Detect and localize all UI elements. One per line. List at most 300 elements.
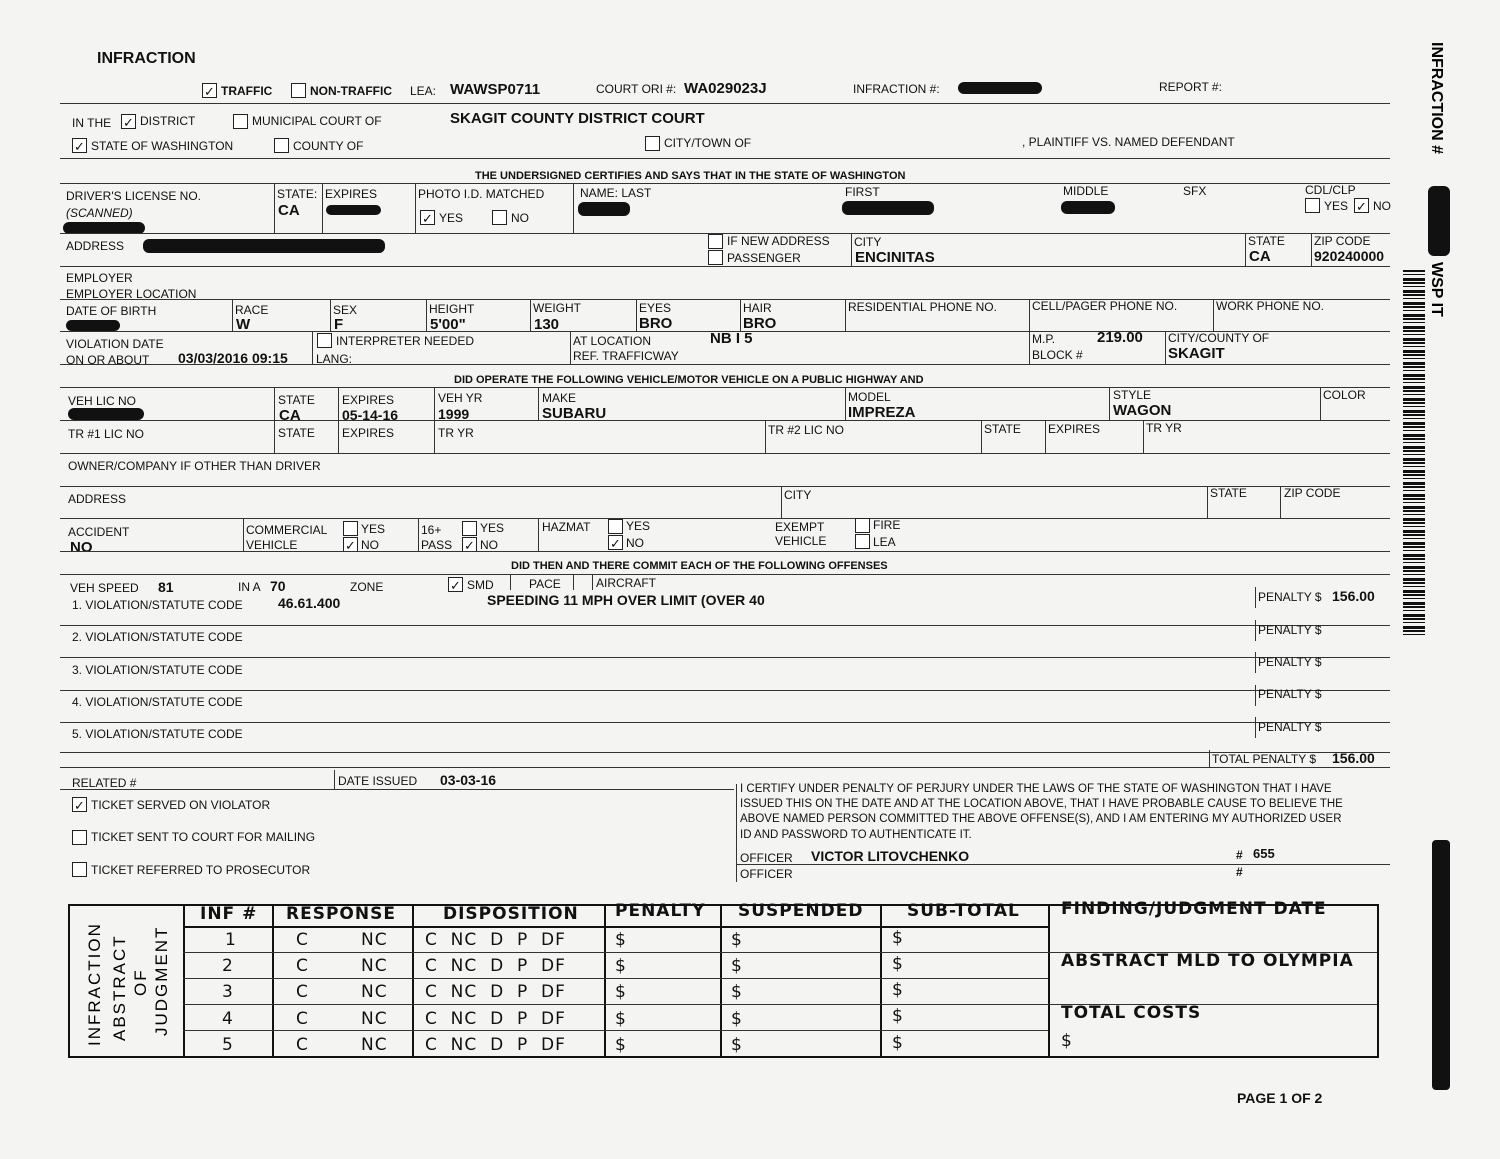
finding-judgment-date: FINDING/JUDGMENT DATE	[1061, 899, 1327, 919]
divider	[60, 453, 1390, 454]
tr2-year-label: TR YR	[1146, 421, 1182, 435]
side-redacted-number	[1428, 186, 1450, 256]
lang-label: LANG:	[316, 352, 353, 366]
divider	[740, 299, 741, 331]
officer-number: 655	[1253, 846, 1275, 861]
penalty-4-label: PENALTY $	[1258, 687, 1322, 701]
hair-label: HAIR	[743, 301, 772, 315]
abstract-row-1-c[interactable]: C	[296, 930, 309, 950]
nontraffic-checkbox[interactable]	[291, 83, 306, 98]
tr2-state-label: STATE	[984, 422, 1021, 436]
redacted-middle-name	[1061, 201, 1115, 214]
zone-label: ZONE	[350, 580, 384, 594]
commercial-no-label: NO	[361, 538, 379, 552]
zip-value: 920240000	[1314, 248, 1385, 264]
officer-label-2: OFFICER	[740, 867, 793, 881]
county-of-label: COUNTY OF	[293, 139, 364, 153]
total-costs-label: TOTAL COSTS	[1061, 1003, 1202, 1023]
divider	[781, 486, 782, 518]
divider	[60, 486, 1390, 487]
in-a-label: IN A	[238, 580, 261, 594]
served-checkbox[interactable]: ✓	[72, 797, 87, 812]
abstract-side-label	[73, 908, 185, 1054]
redacted-infraction-number	[958, 82, 1042, 94]
divider	[60, 657, 1390, 658]
violation-4-label: 4. VIOLATION/STATUTE CODE	[72, 695, 243, 709]
new-address-checkbox[interactable]	[708, 234, 723, 249]
plaintiff-label: , PLAINTIFF VS. NAMED DEFENDANT	[1022, 135, 1235, 149]
divider	[845, 299, 846, 331]
side-infraction-label	[1428, 38, 1452, 338]
commercial-label: COMMERCIAL	[246, 523, 328, 537]
subtotal-header: SUB-TOTAL	[907, 901, 1020, 921]
abstract-row-3-suspended: $	[731, 982, 743, 1002]
total-penalty-label: TOTAL PENALTY $	[1212, 752, 1317, 766]
divider	[636, 299, 637, 331]
first-name-label: FIRST	[845, 185, 880, 199]
divider	[426, 299, 427, 331]
divider	[1245, 233, 1246, 266]
abstract-row-1-disposition[interactable]: C NC D P DF	[425, 930, 566, 950]
officer-number-label-2: #	[1236, 865, 1243, 879]
divider	[232, 299, 233, 331]
cdl-no-label: NO	[1373, 199, 1391, 213]
nontraffic-label: NON-TRAFFIC	[310, 84, 392, 98]
veh-state-label: STATE	[278, 393, 315, 407]
prosecutor-label: TICKET REFERRED TO PROSECUTOR	[91, 863, 311, 877]
city-label: CITY	[854, 235, 882, 249]
abstract-side-of: OF	[131, 968, 150, 996]
abstract-row-3-disposition[interactable]: C NC D P DF	[425, 982, 566, 1002]
mailing-label: TICKET SENT TO COURT FOR MAILING	[91, 830, 316, 844]
divider	[60, 789, 734, 790]
mp-label: M.P.	[1032, 332, 1056, 346]
total-costs-dollar: $	[1061, 1031, 1073, 1051]
divider	[1255, 717, 1256, 738]
in-the-label: IN THE	[72, 116, 112, 130]
abstract-row-2-number: 2	[222, 956, 234, 976]
violation-1-description: SPEEDING 11 MPH OVER LIMIT (OVER 40	[487, 592, 765, 608]
hazmat-label: HAZMAT	[542, 520, 591, 534]
abstract-row-1-number: 1	[225, 930, 237, 950]
divider	[60, 551, 1390, 552]
certification-line-4: ID AND PASSWORD TO AUTHENTICATE IT.	[740, 829, 972, 841]
divider	[415, 183, 416, 233]
sex-value: F	[334, 316, 344, 333]
on-or-about-label: ON OR ABOUT	[66, 353, 150, 367]
report-number-label: REPORT #:	[1159, 80, 1222, 94]
lea-checkbox[interactable]	[855, 534, 870, 549]
city-county-label: CITY/COUNTY OF	[1168, 331, 1270, 345]
city-value: ENCINITAS	[855, 249, 935, 266]
date-issued-value: 03-03-16	[440, 772, 497, 788]
penalty-1-label: PENALTY $	[1258, 590, 1322, 604]
smd-checkbox[interactable]: ✓	[448, 577, 463, 592]
municipal-checkbox[interactable]	[233, 114, 248, 129]
certify-heading: THE UNDERSIGNED CERTIFIES AND SAYS THAT IN THE STATE OF WASHINGTON	[475, 170, 906, 182]
divider	[312, 331, 313, 364]
barcode	[1403, 270, 1425, 635]
interpreter-label: INTERPRETER NEEDED	[336, 334, 475, 348]
violation-3-label: 3. VIOLATION/STATUTE CODE	[72, 663, 243, 677]
divider	[183, 1030, 1048, 1031]
cdl-label: CDL/CLP	[1305, 183, 1356, 197]
address-state-label: STATE	[1248, 234, 1285, 248]
height-label: HEIGHT	[429, 302, 475, 316]
abstract-row-2-penalty: $	[615, 956, 627, 976]
municipal-label: MUNICIPAL COURT OF	[252, 114, 382, 128]
color-label: COLOR	[1323, 388, 1366, 402]
sfx-label: SFX	[1183, 184, 1207, 198]
abstract-row-2-subtotal: $	[892, 954, 904, 974]
photo-no-checkbox[interactable]	[492, 210, 507, 225]
date-issued-label: DATE ISSUED	[338, 774, 418, 788]
divider	[570, 331, 571, 364]
cdl-yes-checkbox[interactable]	[1305, 198, 1320, 213]
employer-label: EMPLOYER	[66, 271, 133, 285]
weight-label: WEIGHT	[533, 301, 581, 315]
abstract-row-1-suspended: $	[731, 930, 743, 950]
dl-state-label: STATE:	[277, 187, 318, 201]
race-value: W	[236, 316, 251, 333]
divider	[183, 926, 1048, 928]
divider	[1213, 299, 1214, 331]
divider	[1255, 587, 1256, 608]
dob-label: DATE OF BIRTH	[66, 304, 157, 318]
related-label: RELATED #	[72, 776, 137, 790]
photo-id-label: PHOTO I.D. MATCHED	[418, 187, 545, 201]
divider	[60, 158, 1390, 159]
divider	[1143, 420, 1144, 453]
dl-expires-label: EXPIRES	[325, 187, 378, 201]
divider	[573, 575, 574, 590]
employer-location-label: EMPLOYER LOCATION	[66, 287, 197, 301]
prosecutor-checkbox[interactable]	[72, 862, 87, 877]
smd-label: SMD	[467, 578, 494, 592]
fire-checkbox[interactable]	[855, 518, 870, 533]
abstract-row-5-suspended: $	[731, 1035, 743, 1055]
commercial-yes-checkbox[interactable]	[343, 521, 358, 536]
eyes-label: EYES	[639, 301, 672, 315]
violation-5-label: 5. VIOLATION/STATUTE CODE	[72, 727, 243, 741]
divider	[510, 575, 511, 590]
divider	[1207, 486, 1208, 518]
violation-2-label: 2. VIOLATION/STATUTE CODE	[72, 630, 243, 644]
work-phone-label: WORK PHONE NO.	[1216, 299, 1325, 313]
divider	[330, 299, 331, 331]
violation-1-label: 1. VIOLATION/STATUTE CODE	[72, 598, 243, 612]
divider	[322, 183, 323, 233]
tr1-expires-label: EXPIRES	[342, 426, 395, 440]
county-of-checkbox[interactable]	[274, 138, 289, 153]
redacted-dob	[66, 320, 120, 331]
abstract-row-4-penalty: $	[615, 1009, 627, 1029]
divider	[1255, 685, 1256, 706]
state-of-washington-label: STATE OF WASHINGTON	[91, 139, 234, 153]
divider	[1320, 387, 1321, 420]
officer-label: OFFICER	[740, 851, 793, 865]
weight-value: 130	[534, 316, 560, 333]
traffic-checkbox[interactable]: ✓	[202, 83, 217, 98]
divider	[736, 784, 737, 882]
divider	[243, 518, 244, 551]
scanned-label: (SCANNED)	[66, 206, 133, 220]
abstract-side-judgment: JUDGMENT	[152, 925, 171, 1036]
abstract-row-5-disposition[interactable]: C NC D P DF	[425, 1035, 566, 1055]
abstract-row-1-subtotal: $	[892, 928, 904, 948]
veh-state-value: CA	[279, 407, 301, 424]
abstract-row-3-penalty: $	[615, 982, 627, 1002]
block-label: BLOCK #	[1032, 348, 1083, 362]
abstract-row-1-nc[interactable]: NC	[361, 930, 388, 950]
disposition-header: DISPOSITION	[443, 904, 579, 924]
response-header: RESPONSE	[286, 904, 396, 924]
abstract-row-4-subtotal: $	[892, 1006, 904, 1026]
city-town-label: CITY/TOWN OF	[664, 136, 752, 150]
address-label: ADDRESS	[66, 239, 125, 253]
abstract-row-1-penalty: $	[615, 930, 627, 950]
divider	[60, 364, 1390, 365]
district-checkbox[interactable]: ✓	[121, 114, 136, 129]
mp-value: 219.00	[1097, 329, 1143, 346]
owner-zip-label: ZIP CODE	[1284, 486, 1341, 500]
divider	[845, 387, 846, 420]
abstract-mailed-label: ABSTRACT MLD TO OLYMPIA	[1061, 951, 1354, 971]
violation-date-value: 03/03/2016 09:15	[178, 350, 288, 366]
divider	[60, 518, 1390, 519]
exempt-vehicle-label: VEHICLE	[775, 534, 827, 548]
abstract-row-5-nc[interactable]: NC	[361, 1035, 388, 1055]
tr2-expires-label: EXPIRES	[1048, 422, 1101, 436]
abstract-row-3-c[interactable]: C	[296, 982, 309, 1002]
page-number: PAGE 1 OF 2	[1237, 1090, 1323, 1106]
violation-date-label: VIOLATION DATE	[66, 337, 164, 351]
accident-value: NO	[70, 539, 93, 556]
divider	[765, 420, 766, 453]
abstract-row-4-nc[interactable]: NC	[361, 1009, 388, 1029]
divider	[60, 233, 1390, 234]
race-label: RACE	[235, 303, 269, 317]
divider	[1311, 233, 1312, 266]
violation-1-code: 46.61.400	[278, 595, 341, 611]
side-infraction-text: INFRACTION #	[1428, 42, 1445, 154]
tr1-state-label: STATE	[278, 426, 315, 440]
redacted-dl-expires	[326, 205, 381, 215]
veh-lic-label: VEH LIC NO	[68, 394, 137, 408]
penalty-1-value: 156.00	[1332, 588, 1375, 604]
abstract-row-3-subtotal: $	[892, 980, 904, 1000]
city-county-value: SKAGIT	[1168, 345, 1225, 362]
divider	[736, 864, 1390, 865]
divider	[1045, 420, 1046, 453]
mailing-checkbox[interactable]	[72, 830, 87, 845]
divider	[60, 387, 1390, 388]
commercial-vehicle-label: VEHICLE	[246, 538, 298, 552]
infraction-number-label: INFRACTION #:	[853, 82, 940, 96]
divider	[1255, 652, 1256, 673]
tr2-lic-label: TR #2 LIC NO	[768, 423, 845, 437]
abstract-row-5-subtotal: $	[892, 1033, 904, 1053]
hazmat-no-label: NO	[626, 536, 644, 550]
abstract-side-infraction: INFRACTION	[85, 922, 104, 1046]
veh-expires-value: 05-14-16	[342, 407, 399, 423]
pace-label: PACE	[529, 577, 561, 591]
passenger-checkbox[interactable]	[708, 250, 723, 265]
court-ori-label: COURT ORI #:	[596, 82, 677, 96]
photo-yes-checkbox[interactable]: ✓	[420, 210, 435, 225]
style-value: WAGON	[1113, 402, 1172, 419]
divider	[60, 574, 1390, 575]
divider	[1048, 904, 1050, 1058]
lea-value: WAWSP0711	[450, 81, 541, 98]
divider	[538, 518, 539, 551]
at-location-label: AT LOCATION	[573, 334, 652, 348]
divider	[60, 752, 1390, 753]
hair-value: BRO	[743, 315, 777, 332]
inf-number-header: INF #	[200, 904, 258, 924]
abstract-row-5-penalty: $	[615, 1035, 627, 1055]
certification-line-3: ABOVE NAMED PERSON COMMITTED THE ABOVE OFFENSE(S), AND I AM ENTERING MY AUTHORIZED USER	[740, 813, 1342, 825]
side-agency-text: WSP IT	[1428, 262, 1445, 317]
pass-no-label: NO	[480, 538, 498, 552]
aircraft-label: AIRCRAFT	[596, 576, 656, 590]
make-label: MAKE	[542, 391, 577, 405]
divider	[573, 183, 574, 233]
ref-trafficway-label: REF. TRAFFICWAY	[573, 349, 679, 363]
divider	[60, 722, 1390, 723]
hazmat-no-checkbox[interactable]: ✓	[608, 535, 623, 550]
traffic-label: TRAFFIC	[221, 84, 273, 98]
abstract-row-2-disposition[interactable]: C NC D P DF	[425, 956, 566, 976]
abstract-row-3-number: 3	[222, 982, 234, 1002]
fire-label: FIRE	[873, 518, 901, 532]
middle-name-label: MIDDLE	[1063, 184, 1109, 198]
redacted-side-number	[1432, 840, 1450, 1090]
owner-label: OWNER/COMPANY IF OTHER THAN DRIVER	[68, 459, 321, 473]
abstract-row-4-suspended: $	[731, 1009, 743, 1029]
penalty-2-label: PENALTY $	[1258, 623, 1322, 637]
lea-exempt-label: LEA	[873, 535, 896, 549]
divider	[1209, 750, 1210, 767]
zip-label: ZIP CODE	[1314, 234, 1371, 248]
abstract-side-abstract: ABSTRACT	[110, 934, 129, 1041]
redacted-last-name	[578, 202, 630, 216]
redacted-veh-lic	[68, 408, 144, 420]
served-label: TICKET SERVED ON VIOLATOR	[91, 798, 271, 812]
divider	[1029, 299, 1030, 331]
divider	[1280, 486, 1281, 518]
divider	[334, 770, 335, 789]
commercial-yes-label: YES	[361, 522, 386, 536]
divider	[274, 183, 275, 233]
lea-label: LEA:	[410, 84, 437, 98]
form-title: INFRACTION	[97, 50, 196, 67]
cdl-yes-label: YES	[1324, 199, 1349, 213]
hazmat-yes-checkbox[interactable]	[608, 519, 623, 534]
veh-year-label: VEH YR	[438, 391, 483, 405]
accident-label: ACCIDENT	[68, 525, 130, 539]
commercial-no-checkbox[interactable]: ✓	[343, 537, 358, 552]
veh-year-value: 1999	[438, 406, 470, 422]
model-value: IMPREZA	[848, 404, 916, 421]
total-penalty-value: 156.00	[1332, 750, 1375, 766]
divider	[538, 387, 539, 420]
officer-number-label: #	[1236, 848, 1243, 862]
redacted-address	[143, 239, 385, 253]
divider	[60, 420, 1390, 421]
divider	[60, 299, 1390, 300]
hazmat-yes-label: YES	[626, 519, 651, 533]
abstract-row-5-number: 5	[222, 1035, 234, 1055]
divider	[60, 625, 1390, 626]
divider	[1109, 387, 1110, 420]
divider	[981, 420, 982, 453]
divider	[60, 266, 1390, 267]
height-value: 5'00"	[430, 316, 466, 333]
vehicle-heading: DID OPERATE THE FOLLOWING VEHICLE/MOTOR VEHICLE ON A PUBLIC HIGHWAY AND	[454, 374, 924, 386]
abstract-row-2-nc[interactable]: NC	[361, 956, 388, 976]
exempt-label: EXEMPT	[775, 520, 825, 534]
abstract-row-4-number: 4	[222, 1009, 234, 1029]
sex-label: SEX	[333, 303, 358, 317]
passenger-label: PASSENGER	[727, 251, 801, 265]
drivers-license-label: DRIVER'S LICENSE NO.	[66, 189, 201, 203]
pass-no-checkbox[interactable]: ✓	[462, 537, 477, 552]
tr1-lic-label: TR #1 LIC NO	[68, 427, 145, 441]
style-label: STYLE	[1113, 388, 1152, 402]
veh-speed-value: 81	[158, 579, 174, 595]
court-name: SKAGIT COUNTY DISTRICT COURT	[450, 110, 705, 127]
abstract-row-2-c[interactable]: C	[296, 956, 309, 976]
divider	[418, 518, 419, 551]
certification-line-2: ISSUED THIS ON THE DATE AND AT THE LOCATION ABOVE, THAT I HAVE PROBABLE CAUSE TO BELIEVE THE	[740, 798, 1343, 810]
certification-line-1: I CERTIFY UNDER PENALTY OF PERJURY UNDER THE LAWS OF THE STATE OF WASHINGTON THAT I HAVE	[740, 783, 1332, 795]
officer-name: VICTOR LITOVCHENKO	[811, 848, 970, 864]
city-town-checkbox[interactable]	[645, 136, 660, 151]
abstract-row-4-disposition[interactable]: C NC D P DF	[425, 1009, 566, 1029]
divider	[1165, 331, 1166, 364]
divider	[183, 978, 1048, 979]
residential-phone-label: RESIDENTIAL PHONE NO.	[848, 300, 997, 314]
abstract-row-4-c[interactable]: C	[296, 1009, 309, 1029]
veh-expires-label: EXPIRES	[342, 393, 395, 407]
address-state-value: CA	[1249, 248, 1271, 265]
abstract-row-3-nc[interactable]: NC	[361, 982, 388, 1002]
divider	[60, 767, 1390, 768]
dl-state-value: CA	[278, 202, 300, 219]
divider	[592, 575, 593, 590]
divider	[60, 690, 1390, 691]
cell-phone-label: CELL/PAGER PHONE NO.	[1032, 299, 1178, 313]
location-value: NB I 5	[710, 330, 753, 347]
veh-speed-label: VEH SPEED	[70, 581, 139, 595]
divider	[1255, 620, 1256, 641]
owner-address-label: ADDRESS	[68, 492, 127, 506]
state-of-washington-checkbox[interactable]: ✓	[72, 138, 87, 153]
in-a-value: 70	[270, 578, 286, 594]
interpreter-checkbox[interactable]	[317, 333, 332, 348]
tr1-year-label: TR YR	[438, 426, 474, 440]
abstract-row-5-c[interactable]: C	[296, 1035, 309, 1055]
pass-yes-checkbox[interactable]	[462, 521, 477, 536]
pass-yes-label: YES	[480, 521, 505, 535]
cdl-no-checkbox[interactable]: ✓	[1354, 198, 1369, 213]
owner-state-label: STATE	[1210, 486, 1247, 500]
offense-heading: DID THEN AND THERE COMMIT EACH OF THE FOLLOWING OFFENSES	[511, 560, 888, 572]
suspended-header: SUSPENDED	[738, 901, 864, 921]
last-name-label: NAME: LAST	[580, 186, 652, 200]
redacted-first-name	[842, 201, 934, 215]
